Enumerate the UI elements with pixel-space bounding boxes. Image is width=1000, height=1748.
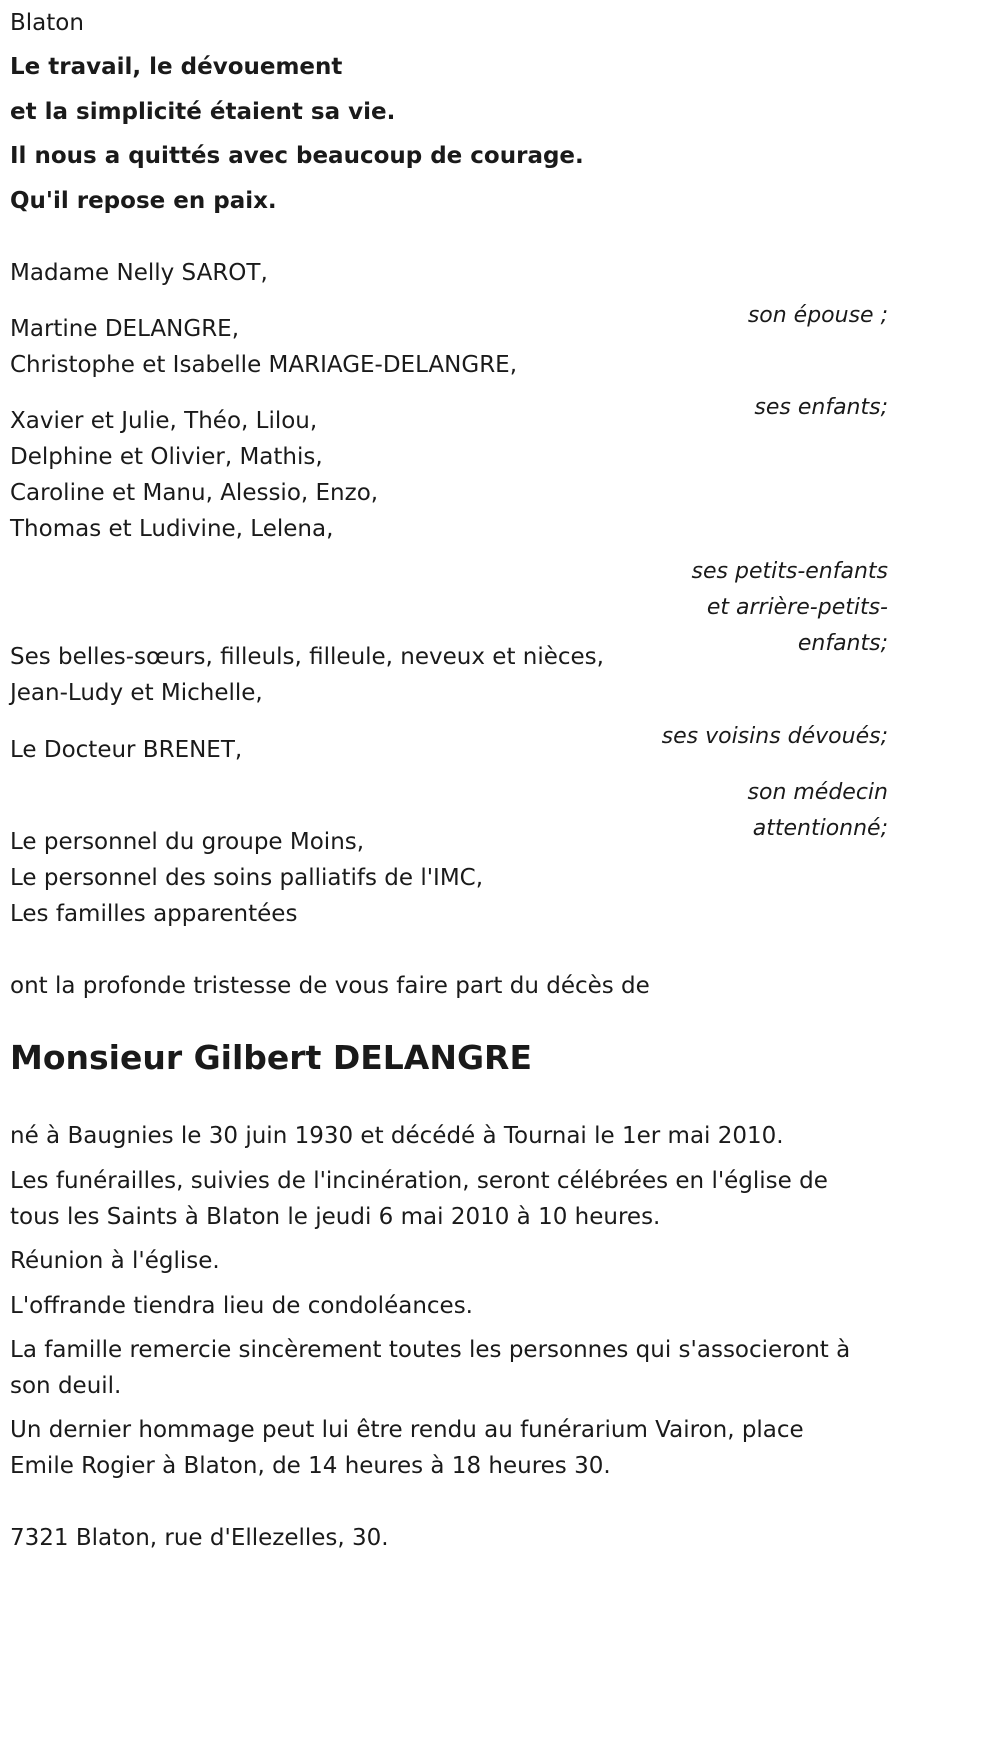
- grandchildren-role-line-2: et arrière-petits-: [706, 595, 888, 620]
- child-name-1: Martine DELANGRE,: [10, 316, 240, 342]
- doctor-role-line-1: son médecin: [747, 780, 888, 805]
- grandchild-line-3: Caroline et Manu, Alessio, Enzo,: [10, 480, 379, 506]
- announcement-intro: ont la profonde tristesse de vous faire part du décès de: [10, 973, 650, 999]
- children-role: ses enfants;: [754, 395, 888, 420]
- grandchildren-role-line-1: ses petits-enfants: [691, 559, 888, 584]
- thanks-line-2: son deuil.: [10, 1373, 122, 1399]
- deceased-name: Monsieur Gilbert DELANGRE: [10, 1038, 533, 1077]
- relatives-line-1: Ses belles-sœurs, filleuls, filleule, neveux et nièces,: [10, 644, 604, 670]
- quote-line-2: et la simplicité étaient sa vie.: [10, 99, 396, 125]
- relatives-line-2: Jean-Ludy et Michelle,: [10, 680, 263, 706]
- others-line-1: Le personnel du groupe Moins,: [10, 829, 365, 855]
- grandchild-line-2: Delphine et Olivier, Mathis,: [10, 444, 323, 470]
- offering-line: L'offrande tiendra lieu de condoléances.: [10, 1293, 473, 1319]
- location-label: Blaton: [10, 10, 84, 36]
- quote-line-3: Il nous a quittés avec beaucoup de courage.: [10, 143, 584, 169]
- doctor-role-line-2: attentionné;: [752, 816, 888, 841]
- grandchild-line-1: Xavier et Julie, Théo, Lilou,: [10, 408, 318, 434]
- others-line-3: Les familles apparentées: [10, 901, 298, 927]
- grandchild-line-4: Thomas et Ludivine, Lelena,: [10, 516, 334, 542]
- doctor-name: Le Docteur BRENET,: [10, 737, 243, 763]
- spouse-role: son épouse ;: [747, 303, 888, 328]
- quote-line-4: Qu'il repose en paix.: [10, 188, 277, 214]
- grandchildren-role-line-3: enfants;: [797, 631, 888, 656]
- funeral-line-1: Les funérailles, suivies de l'incinération, seront célébrées en l'église de: [10, 1168, 828, 1194]
- meeting-line: Réunion à l'église.: [10, 1248, 220, 1274]
- child-name-2: Christophe et Isabelle MARIAGE-DELANGRE,: [10, 352, 518, 378]
- spouse-name: Madame Nelly SAROT,: [10, 260, 268, 286]
- tribute-line-2: Emile Rogier à Blaton, de 14 heures à 18 heures 30.: [10, 1453, 611, 1479]
- tribute-line-1: Un dernier hommage peut lui être rendu au funérarium Vairon, place: [10, 1417, 804, 1443]
- quote-line-1: Le travail, le dévouement: [10, 54, 343, 80]
- others-line-2: Le personnel des soins palliatifs de l'IMC,: [10, 865, 484, 891]
- neighbours-role: ses voisins dévoués;: [661, 724, 888, 749]
- birth-death-line: né à Baugnies le 30 juin 1930 et décédé à Tournai le 1er mai 2010.: [10, 1123, 784, 1149]
- address-line: 7321 Blaton, rue d'Ellezelles, 30.: [10, 1525, 389, 1551]
- funeral-line-2: tous les Saints à Blaton le jeudi 6 mai 2010 à 10 heures.: [10, 1204, 661, 1230]
- thanks-line-1: La famille remercie sincèrement toutes les personnes qui s'associeront à: [10, 1337, 851, 1363]
